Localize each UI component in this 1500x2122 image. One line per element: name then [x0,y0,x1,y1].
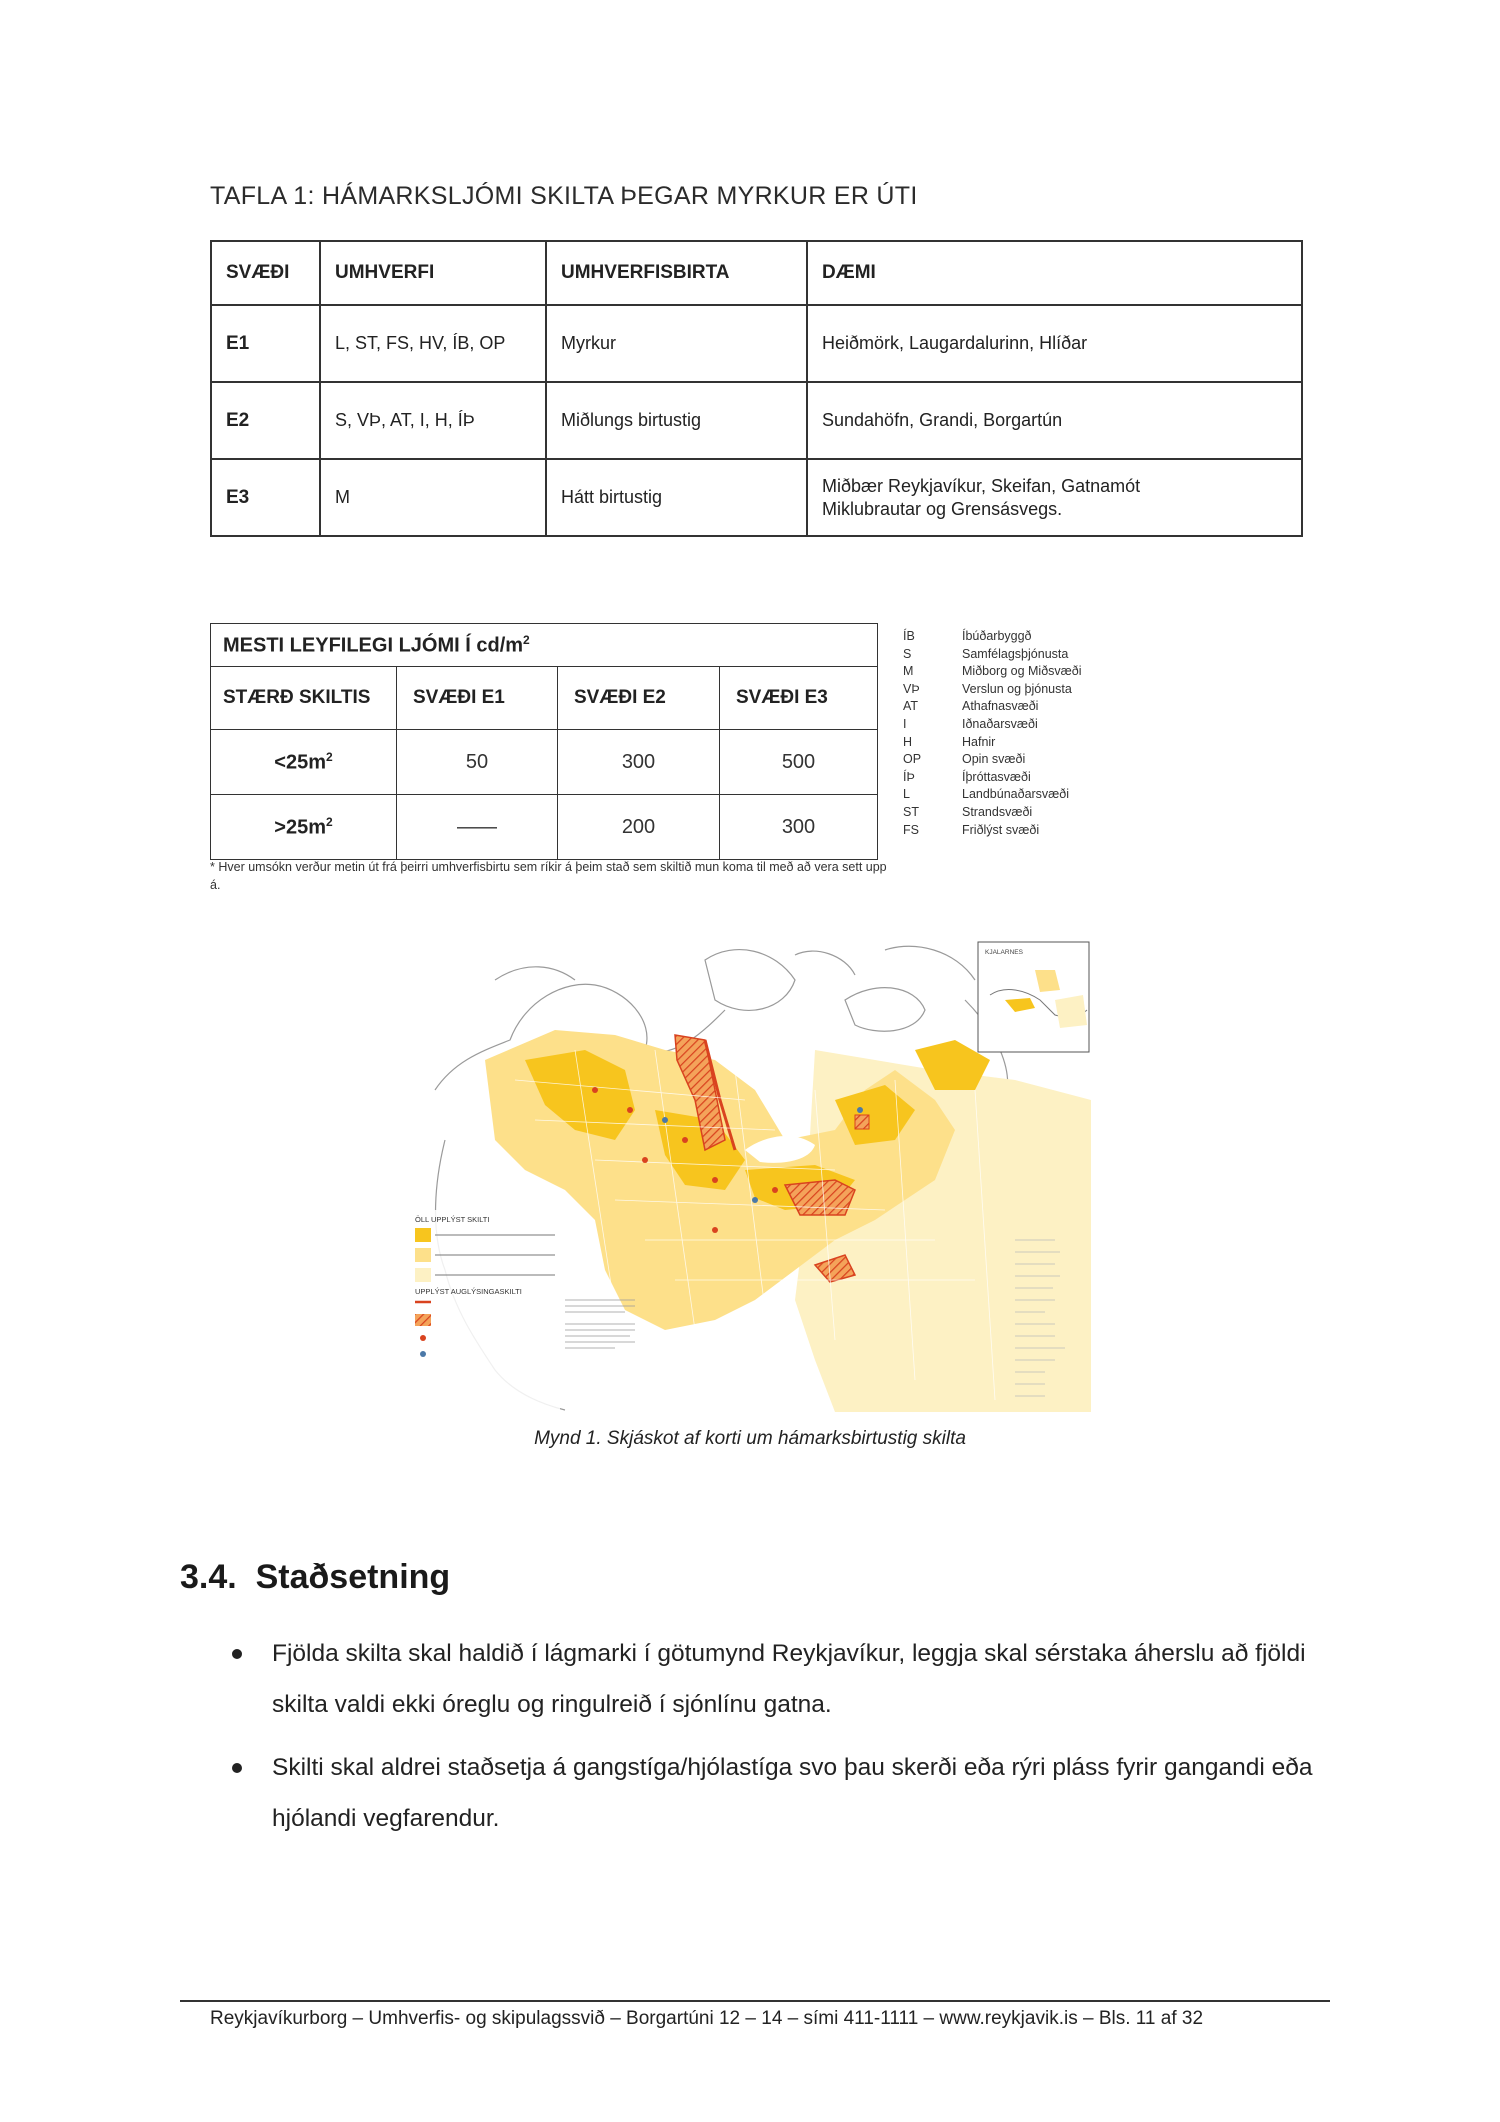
table2-header-row [211,667,878,730]
legend-label: Iðnaðarsvæði [962,716,1038,731]
legend-label: Athafnasvæði [962,699,1039,714]
legend-code: FS [903,822,919,837]
table1-header-zone: SVÆÐI [211,241,320,305]
zone-light: Hátt birtustig [546,459,807,536]
value-e3: 500 [720,730,878,795]
value-e2: 200 [558,795,720,860]
table2-caption-sup: 2 [523,632,530,647]
sign-size [211,795,397,860]
legend-code: I [903,716,907,731]
table1-header-light: UMHVERFISBIRTA [546,241,807,305]
page-footer: Reykjavíkurborg – Umhverfis- og skipulagssvið – Borgartúni 12 – 14 – sími 411-1111 – www.reykjavik.is – Bls. 11 af 32 [210,2008,1204,2029]
table1 [210,240,1303,537]
table1-header-row [211,241,1302,305]
sign-size-text: <25m [274,751,327,774]
legend-row [903,822,1082,840]
list-item-text: Fjölda skilta skal haldið í lágmarki í götumynd Reykjavíkur, leggja skal sérstaka áherslu að fjöldi skilta valdi ekki óreglu og ringulreið í sjónlínu gatna. [272,1640,1306,1718]
zone-examples-line1: Miðbær Reykjavíkur, Skeifan, Gatnamót [822,475,1141,496]
legend-row [903,769,1082,787]
legend-label: Samfélagsþjónusta [962,646,1069,661]
footer-divider [180,2000,1330,2002]
legend-row [903,698,1082,716]
table1-header-examples: DÆMI [807,241,1302,305]
legend-code: VÞ [903,681,920,696]
table2 [210,623,878,860]
sign-size-text: >25m [274,816,327,839]
sign-size-sup: 2 [326,749,333,764]
legend-code: L [903,787,910,802]
legend-row [903,804,1082,822]
map-hatched-area [855,1115,869,1129]
zone-env: M [320,459,546,536]
map-legend-title: ÖLL UPPLÝST SKILTI [415,1215,490,1224]
legend-row [903,663,1082,681]
legend-code: H [903,734,913,749]
table1-title: TAFLA 1: HÁMARKSLJÓMI SKILTA ÞEGAR MYRKUR ER ÚTI [210,182,918,210]
list-item-text: Skilti skal aldrei staðsetja á gangstíga/hjólastíga svo þau skerði eða rýri pláss fyrir gangandi eða hjólandi vegfarendur. [272,1754,1313,1832]
legend-label: Íbúðarbyggð [962,629,1032,643]
zone-examples-line2: Miklubrautar og Grensásvegs. [822,498,1063,519]
table-row [211,305,1302,382]
zone-light: Miðlungs birtustig [546,382,807,459]
table2-footnote: * Hver umsókn verður metin út frá þeirri umhverfisbirtu sem ríkir á þeim stað sem skiltið mun koma til með að vera sett upp á. [210,860,887,892]
legend-row [903,681,1082,699]
legend-row [903,734,1082,752]
abbreviation-legend [903,628,1082,839]
legend-label: Strandsvæði [962,804,1033,819]
table2-header-e3: SVÆÐI E3 [720,667,878,730]
legend-label: Miðborg og Miðsvæði [962,664,1082,679]
table1-header-env: UMHVERFI [320,241,546,305]
bullet-icon [232,1649,242,1659]
zone-env: S, VÞ, AT, I, H, ÍÞ [320,382,546,459]
legend-row [903,646,1082,664]
legend-code: AT [903,699,919,714]
sign-size-sup: 2 [326,814,333,829]
zone-map-image [415,940,1091,1412]
zone-examples: Sundahöfn, Grandi, Borgartún [807,382,1302,459]
legend-label: Íþróttasvæði [962,769,1031,784]
table2-caption [211,624,878,667]
legend-code: ÍB [903,629,915,643]
table2-header-e2: SVÆÐI E2 [558,667,720,730]
legend-code: ÍÞ [903,769,915,784]
zone-code: E1 [211,305,320,382]
sign-size [211,730,397,795]
table-row [211,459,1302,536]
value-e1: —— [397,795,558,860]
zone-code: E3 [211,459,320,536]
table2-header-size: STÆRÐ SKILTIS [211,667,397,730]
zone-examples [807,459,1302,536]
legend-code: M [903,664,914,679]
legend-code: OP [903,752,922,767]
value-e1: 50 [397,730,558,795]
table2-header-e1: SVÆÐI E1 [397,667,558,730]
legend-label: Hafnir [962,734,996,749]
table2-caption-text: MESTI LEYFILEGI LJÓMI Í cd/m [223,634,524,657]
zone-code: E2 [211,382,320,459]
figure-caption: Mynd 1. Skjáskot af korti um hámarksbirtustig skilta [534,1428,966,1449]
legend-code: S [903,646,912,661]
map-inset-label: KJALARNES [985,949,1023,956]
legend-row [903,786,1082,804]
map-legend-title-2: UPPLÝST AUGLÝSINGASKILTI [415,1287,522,1296]
value-e2: 300 [558,730,720,795]
legend-row [903,716,1082,734]
table-row [211,382,1302,459]
table-row [211,795,878,860]
bullet-icon [232,1763,242,1773]
legend-label: Friðlýst svæði [962,822,1040,837]
legend-row [903,628,1082,646]
zone-light: Myrkur [546,305,807,382]
value-e3: 300 [720,795,878,860]
zone-examples: Heiðmörk, Laugardalurinn, Hlíðar [807,305,1302,382]
legend-label: Landbúnaðarsvæði [962,787,1070,802]
legend-label: Opin svæði [962,752,1026,767]
zone-env: L, ST, FS, HV, ÍB, OP [320,305,546,382]
legend-code: ST [903,804,919,819]
table-row [211,730,878,795]
legend-row [903,751,1082,769]
section-heading: 3.4. Staðsetning [180,1558,451,1596]
map-inset [978,942,1089,1052]
legend-label: Verslun og þjónusta [962,681,1072,696]
